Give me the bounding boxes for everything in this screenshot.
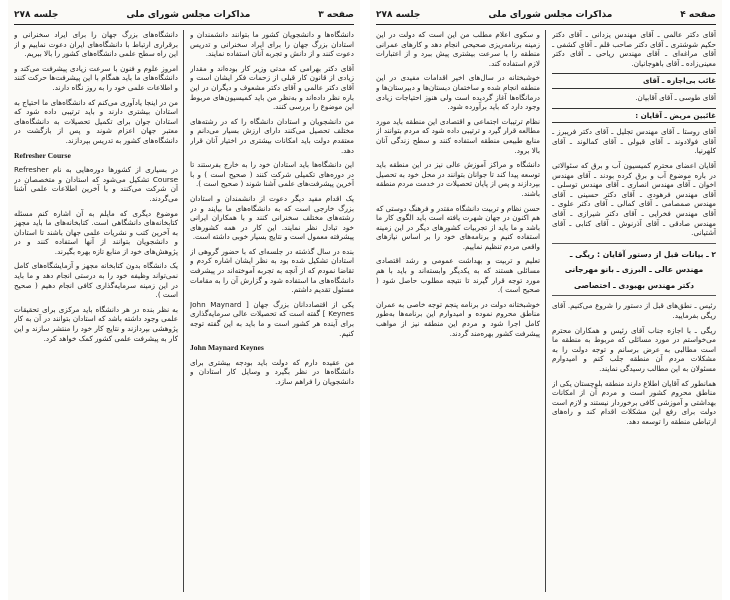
paragraph: آقای دکتر بهرامی که مدتی وزیر کار بوده‌اند و مقدار زیادی از قانون کار قبلی از زحمات فکر ایشان است و آقای دکتر عالمی و آقای دکتر مشعوف و دیگران در این باره نظر داده‌اند و به‌نظر من باید کمیسیون‌های مربوط این موضوع را بررسی کنند. bbox=[190, 63, 354, 112]
paragraph: آقایان اعضای محترم کمیسیون آب و برق که سئوالاتی در باره موضوع آب و برق کرده بودند ـ آقای مهندس اخوان ـ آقای مهندس انصاری ـ آقای مهندس توسلی ـ آقای مهندس فرهودی ـ آقای دکتر حسینی ـ آقای مهندس صمصامی ـ آقای کمالی ـ آقای دکتر علوی ـ آقای مهندس فخرایی ـ آقای دکتر شیرازی ـ آقای مهندس صادقی ـ آقای آذرنوش ـ آقای کتابی ـ آقای آشتیانی. bbox=[552, 160, 716, 238]
divider bbox=[552, 243, 716, 244]
paragraph: و سکوی اعلام مطلب من این است که دولت در این زمینه برنامه‌ریزی صحیحی انجام دهد و کارهای عمرانی منطقه را با سرعت بیشتری پیش ببرد و از اعتبارات لازم استفاده کند. bbox=[376, 30, 540, 68]
paragraph: امروز علوم و فنون با سرعت زیادی پیشرفت می‌کند و دانشگاه‌های ما باید همگام با این پیشرفت‌ها حرکت کنند و اطلاعات علمی خود را به روز نگاه دارند. bbox=[14, 63, 178, 92]
paragraph: در بسیاری از کشورها دوره‌هایی به نام Refresher Course تشکیل می‌شود که استادان و متخصصان در آن شرکت می‌کنند و با آخرین اطلاعات علمی آشنا می‌گردند. bbox=[14, 165, 178, 203]
agenda-heading: ۲ ـ بیانات قبل از دستور آقایان : ریگی ـ bbox=[569, 249, 716, 259]
agenda-subheading: دکتر مهندس بهبودی ـ اختصاصی bbox=[573, 280, 695, 290]
paragraph: این دانشگاه‌ها باید استادان خود را به خارج بفرستند تا در دوره‌های تکمیلی شرکت کنند ( صحیح است ) و با آخرین پیشرفت‌های علمی آشنا شوند ( صحیح است ). bbox=[190, 160, 354, 189]
paragraph: خوشبختانه دولت در برنامه پنجم توجه خاصی به عمران مناطق محروم نموده و امیدوارم این برنامه‌ها به‌طور کامل اجرا شود و مردم این منطقه نیز از مواهب پیشرفت کشور بهره‌مند گردند. bbox=[376, 299, 540, 338]
right-page bbox=[370, 0, 722, 600]
paragraph: ریگی ـ با اجازه جناب آقای رئیس و همکاران محترم می‌خواستم در مورد مسائلی که مربوط به منطقه ما است مطالبی به عرض برسانم و توجه دولت را به مشکلات مردم آن منطقه جلب کنم و امیدوارم مسئولان به این مطالب رسیدگی نمایند. bbox=[552, 325, 716, 374]
paragraph: یک اقدام مفید دیگر دعوت از دانشمندان و استادان بزرگ خارجی است که به دانشگاه‌های ما بیایند و در رشته‌های مختلف سخنرانی کنند و با همکاران ایرانی خود تبادل نظر نمایند. این کار در همه کشورهای پیشرفته معمول است و نتایج بسیار خوبی داشته است. bbox=[190, 193, 354, 242]
paragraph: موضوع دیگری که مایلم به آن اشاره کنم مسئله کتابخانه‌های دانشگاهی است. کتابخانه‌های ما باید مجهز به آخرین کتب و نشریات علمی جهان باشند تا استادان و دانشجویان بتوانند از آنها استفاده کنند و در پژوهش‌های خود از منابع تازه بهره بگیرند. bbox=[14, 208, 178, 256]
paragraph: من دانشجویان و استادان دانشگاه را که در رشته‌های مختلف تحصیل می‌کنند دارای ارزش بسیار می‌دانم و معتقدم دولت باید امکانات بیشتری در اختیار آنان قرار دهد. bbox=[190, 116, 354, 155]
paragraph: آقای طوسی ـ آقای آقابیان. bbox=[635, 92, 716, 102]
page-header bbox=[14, 6, 354, 25]
section-heading: غائب بی‌اجازه ـ آقای bbox=[552, 73, 716, 89]
section-heading: غائبین مریض ـ آقایان : bbox=[552, 108, 716, 124]
header-session: جلسه ۲۷۸ bbox=[14, 10, 59, 20]
page-gutter bbox=[360, 0, 370, 600]
text-column-right bbox=[190, 30, 354, 594]
paragraph: آقای روستا ـ آقای مهندس تجلیل ـ آقای دکتر فریبرز ـ آقای فولادوند ـ آقای قبولی ـ آقای کمالوند ـ آقای کلهرنیا. bbox=[552, 127, 716, 156]
page-header bbox=[376, 6, 716, 25]
header-session: جلسه ۲۷۸ bbox=[376, 10, 421, 20]
latin-name: John Maynard Keynes bbox=[190, 343, 264, 353]
header-page-number: صفحه ۳ bbox=[318, 10, 354, 20]
text-column-left bbox=[376, 30, 540, 594]
paragraph: حسن نظام و تربیت دانشگاه مقتدر و فرهنگ دوستی که هم اکنون در جهان شهرت یافته است باید الگوی کار ما باشد و ما باید از تجربیات کشورهای دیگر در این زمینه استفاده کنیم و برنامه‌های خود را بر اساس نیازهای واقعی مردم تنظیم نماییم. bbox=[376, 203, 540, 251]
column-divider bbox=[183, 30, 184, 592]
divider bbox=[552, 295, 716, 296]
left-page bbox=[8, 0, 360, 600]
paragraph: من در اینجا یادآوری می‌کنم که دانشگاه‌های ما احتیاج به استادان بیشتری دارند و باید ترتیبی داده شود که استادان جوان برای تکمیل تحصیلات به دانشگاه‌های معتبر جهان اعزام شوند و پس از بازگشت در دانشگاه‌های کشور به تدریس بپردازند. bbox=[14, 97, 178, 145]
paragraph: من عقیده دارم که دولت باید بودجه بیشتری برای دانشگاه‌ها در نظر بگیرد و وسایل کار استادان و دانشجویان را فراهم سازد. bbox=[190, 357, 354, 386]
paragraph: یک دانشگاه بدون کتابخانه مجهز و آزمایشگاه‌های کامل نمی‌تواند وظیفه خود را به درستی انجام دهد و ما باید در این زمینه سرمایه‌گذاری کافی انجام دهیم ( صحیح است ). bbox=[14, 261, 178, 300]
paragraph: آقای دکتر عالمی ـ آقای مهندس یزدانی ـ آقای دکتر حکیم شوشتری ـ آقای دکتر صاحب قلم ـ آقای کشفی ـ آقای مراغه‌ای ـ آقای مهندس ریاحی ـ آقای دکتر معینی‌زاده ـ آقای باهوجانیان. bbox=[552, 30, 716, 68]
header-title: مذاکرات مجلس شورای ملی bbox=[126, 10, 251, 20]
paragraph: دانشگاه‌های بزرگ جهان را برای ایراد سخنرانی و برقراری ارتباط با دانشگاه‌های ایران دعوت نماییم و از این راه سطح علمی دانشگاه‌های کشور را بالا ببریم. bbox=[14, 30, 178, 59]
header-page-number: صفحه ۴ bbox=[680, 10, 716, 20]
agenda-subheading: مهندس عالی ـ البرزی ـ بانو مهرجانی bbox=[564, 265, 704, 275]
paragraph: همانطور که آقایان اطلاع دارند منطقه بلوچستان یکی از مناطق محروم کشور است و مردم آن از امکانات بهداشتی و آموزشی کافی برخوردار نیستند و لازم است دولت برای رفع این مشکلات اقدام کند و راه‌های ارتباطی منطقه را توسعه دهد. bbox=[552, 378, 716, 426]
latin-term: Refresher Course bbox=[14, 150, 71, 160]
paragraph: دانشگاه و مراکز آموزش عالی نیز در این منطقه باید توسعه پیدا کند تا جوانان بتوانند در محل خود به تحصیل بپردازند و پس از پایان تحصیلات در خدمت مردم منطقه باشند. bbox=[376, 160, 540, 198]
text-column-left bbox=[14, 30, 178, 594]
text-column-right bbox=[552, 30, 716, 594]
paragraph: رئیس ـ نطق‌های قبل از دستور را شروع می‌کنیم. آقای ریگی بفرمایید. bbox=[552, 301, 716, 321]
paragraph: خوشبختانه در سال‌های اخیر اقدامات مفیدی در این منطقه انجام شده و ساختمان دبستان‌ها و دبیرستان‌ها و درمانگاه‌ها آغاز گردیده است ولی هنوز احتیاجات زیادی وجود دارد که باید برآورده شود. bbox=[376, 73, 540, 112]
paragraph: بنده در سال گذشته در جلسه‌ای که با حضور گروهی از استادان تشکیل شده بود به نظر ایشان اشاره کردم و تقاضا نمودم که از آنچه به تجربه آموخته‌اند در پیشرفت دانشگاه‌های ما استفاده شود و گزارش آن را به مقامات مسئول تقدیم داشتم. bbox=[190, 246, 354, 295]
paragraph: به نظر بنده در هر دانشگاه باید مرکزی برای تحقیقات علمی وجود داشته باشد که استادان بتوانند در آن به کار پژوهشی بپردازند و نتایج کار خود را منتشر سازند و این کار به پیشرفت علمی کشور کمک خواهد کرد. bbox=[14, 304, 178, 343]
paragraph: تعلیم و تربیت و بهداشت عمومی و رشد اقتصادی مسائلی هستند که به یکدیگر وابسته‌اند و باید با هم مورد توجه قرار گیرند تا نتیجه مطلوب حاصل شود ( صحیح است ). bbox=[376, 256, 540, 295]
paragraph: دانشگاه‌ها و دانشجویان کشور ما بتوانند دانشمندان و استادان بزرگ جهان را برای ایراد سخنرانی و تدریس دعوت کنند و از دانش و تجربه آنان استفاده نمایند. bbox=[190, 30, 354, 59]
paragraph: نظام ترتیبات اجتماعی و اقتصادی این منطقه باید مورد مطالعه قرار گیرد و ترتیبی داده شود که مردم بتوانند از منابع طبیعی منطقه استفاده کنند و سطح زندگی آنان بالا برود. bbox=[376, 116, 540, 155]
header-title: مذاکرات مجلس شورای ملی bbox=[488, 10, 613, 20]
paragraph: یکی از اقتصاددانان بزرگ جهان [ John Maynard Keynes ] گفته است که تحصیلات عالی سرمایه‌گذاری برای آینده هر کشور است و ما باید به این گفته توجه کنیم. bbox=[190, 299, 354, 338]
column-divider bbox=[545, 30, 546, 592]
